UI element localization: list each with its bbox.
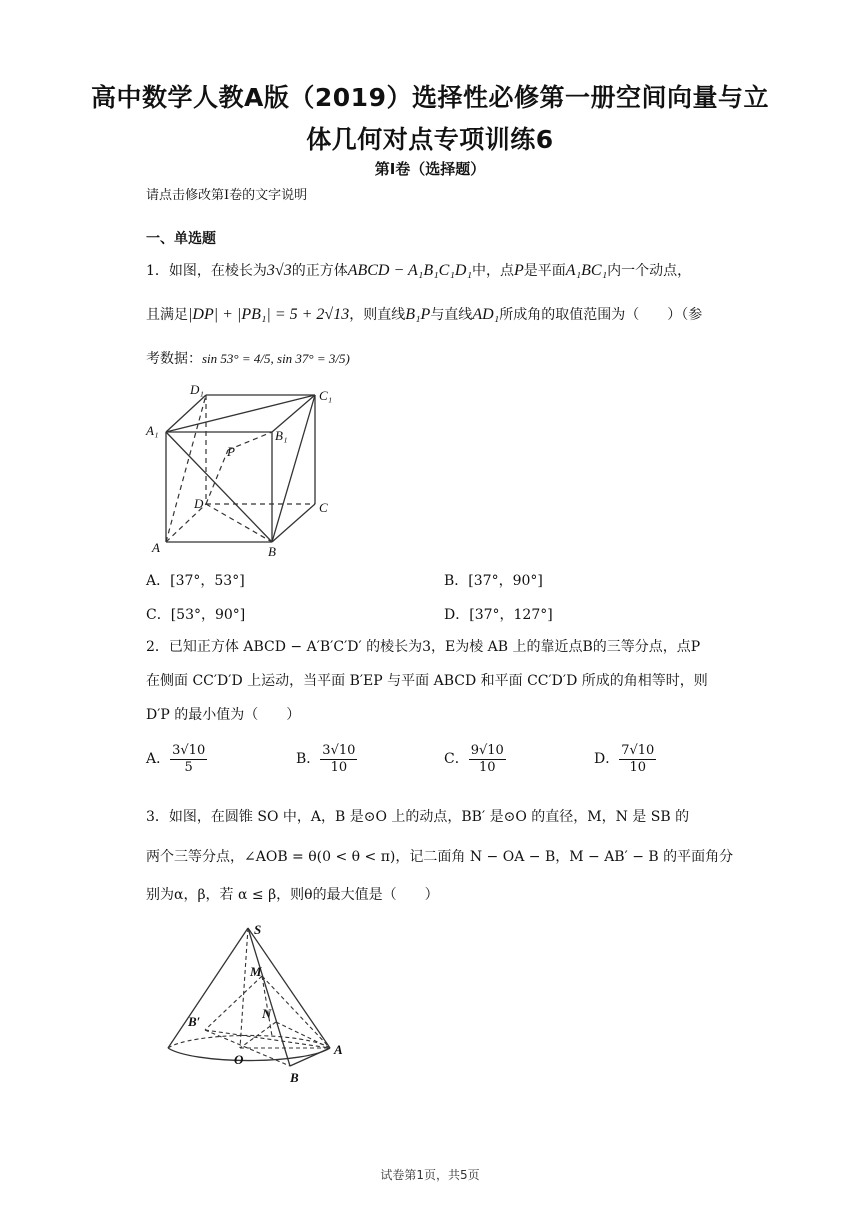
q1-line2 (146, 304, 702, 324)
q1-line-b1p: B₁P (405, 306, 431, 323)
q2-option-c-num: 9√10 (470, 743, 504, 758)
q2-option-a[interactable] (146, 744, 207, 774)
page-title-line1: 高中数学人教A版（2019）选择性必修第一册空间向量与立 (91, 83, 769, 112)
q1-text-b: 的正方体 (291, 263, 348, 279)
label-B: B (290, 1070, 299, 1085)
label-A1: A₁ (146, 423, 159, 438)
cube-figure (140, 380, 340, 560)
q3-line1 (146, 806, 689, 826)
label-N: N (262, 1006, 272, 1021)
q2-line2: 在侧面 CC′D′D 上运动，当平面 B′EP 与平面 ABCD 和平面 CC′D′D 所成的角相等时，则 (146, 673, 708, 689)
q1-condition: |DP| + |PB₁| = 5 + 2√13 (188, 306, 350, 323)
page-title-line2: 体几何对点专项训练6 (306, 125, 554, 154)
q1-text-f: 且满足 (146, 307, 188, 323)
q1-option-d-label: D． (444, 607, 470, 623)
label-B-prime: B′ (188, 1014, 201, 1029)
label-M: M (250, 964, 262, 979)
q1-option-c[interactable] (146, 604, 245, 624)
q1-plane: A₁BC₁ (565, 262, 608, 279)
part-heading: 第I卷（选择题） (374, 160, 486, 178)
q1-text-e: 内一个动点， (607, 263, 692, 279)
q2-option-c-fraction (469, 744, 506, 774)
q1-option-d[interactable] (444, 604, 553, 624)
q2-option-b-fraction (320, 744, 357, 774)
label-B: B (268, 544, 276, 559)
part-hint: 请点击修改第I卷的文字说明 (146, 188, 308, 203)
q3-text-1: 如图，在圆锥 SO 中，A，B 是⊙O 上的动点，BB′ 是⊙O 的直径，M，N 是 SB 的 (168, 809, 690, 825)
label-A: A (334, 1042, 343, 1057)
q2-option-a-fraction (170, 744, 207, 774)
cone-figure (160, 918, 360, 1088)
label-B1: B₁ (275, 428, 288, 443)
q1-option-c-text: [53°，90°] (170, 607, 246, 623)
q2-line1 (146, 636, 700, 656)
label-A: A (152, 540, 160, 555)
q2-option-c[interactable] (444, 744, 506, 774)
q1-text-i: 所成角的取值范围为（ ）（参 (499, 307, 703, 323)
q1-text-j: 考数据： (146, 351, 202, 367)
q1-text-a: 如图，在棱长为 (168, 263, 267, 279)
q3-line2: 两个三等分点，∠AOB = θ(0 < θ < π)，记二面角 N − OA − B，M − AB′ − B 的平面角分 (146, 849, 734, 865)
label-O: O (234, 1052, 244, 1067)
q2-option-a-label: A． (146, 751, 171, 768)
q1-option-a[interactable] (146, 570, 245, 590)
label-C: C (319, 500, 328, 515)
label-P: P (227, 444, 235, 459)
q1-line3 (146, 348, 350, 368)
q2-option-a-den: 5 (184, 759, 193, 775)
label-D1: D₁ (190, 382, 204, 397)
q2-option-b[interactable] (296, 744, 357, 774)
q3-number: 3． (146, 809, 169, 825)
q1-text-c: 中，点 (472, 263, 515, 279)
q1-line1 (146, 260, 691, 280)
label-S: S (254, 922, 262, 937)
q1-option-b-label: B． (444, 573, 469, 589)
q2-option-d-label: D． (594, 751, 620, 768)
label-C1: C₁ (319, 388, 333, 403)
q2-option-d-num: 7√10 (621, 743, 655, 758)
page-footer: 试卷第1页，共5页 (380, 1168, 480, 1182)
q1-text-d: 是平面 (523, 263, 566, 279)
q1-number: 1． (146, 263, 169, 279)
q1-option-a-text: [37°，53°] (170, 573, 245, 589)
q2-option-c-den: 10 (479, 759, 496, 775)
q2-option-d-den: 10 (629, 759, 647, 775)
q1-text-h: 与直线 (430, 307, 473, 323)
q1-option-a-label: A． (146, 573, 171, 589)
q2-text-1: 已知正方体 ABCD − A′B′C′D′ 的棱长为3，E为棱 AB 上的靠近点B的三等分点，点P (168, 639, 701, 655)
q1-point-p: P (514, 262, 524, 279)
section-heading: 一、单选题 (146, 231, 216, 247)
q2-option-a-num: 3√10 (172, 743, 206, 758)
q1-option-b[interactable] (444, 570, 543, 590)
q1-option-d-text: [37°，127°] (469, 607, 553, 623)
q1-text-g: ，则直线 (349, 307, 406, 323)
q3-line3: 别为α，β，若 α ≤ β，则θ的最大值是（ ） (146, 887, 439, 903)
q1-reference-data: sin 53° = 4/5, sin 37° = 3/5) (202, 351, 350, 366)
q2-option-b-num: 3√10 (322, 743, 356, 758)
q1-option-c-label: C． (146, 607, 171, 623)
label-D: D (194, 496, 204, 511)
q2-option-b-den: 10 (330, 759, 348, 775)
q1-line-ad1: AD₁ (472, 306, 500, 323)
q2-option-d[interactable] (594, 744, 656, 774)
q2-option-d-fraction (619, 744, 656, 774)
q1-edge: 3√3 (266, 262, 292, 279)
q2-line3: D′P 的最小值为（ ） (146, 707, 301, 723)
q2-option-c-label: C． (444, 751, 469, 768)
q1-cube: ABCD − A₁B₁C₁D₁ (347, 262, 473, 279)
q1-option-b-text: [37°，90°] (468, 573, 543, 589)
q2-option-b-label: B． (296, 751, 321, 768)
q2-number: 2． (146, 639, 169, 655)
